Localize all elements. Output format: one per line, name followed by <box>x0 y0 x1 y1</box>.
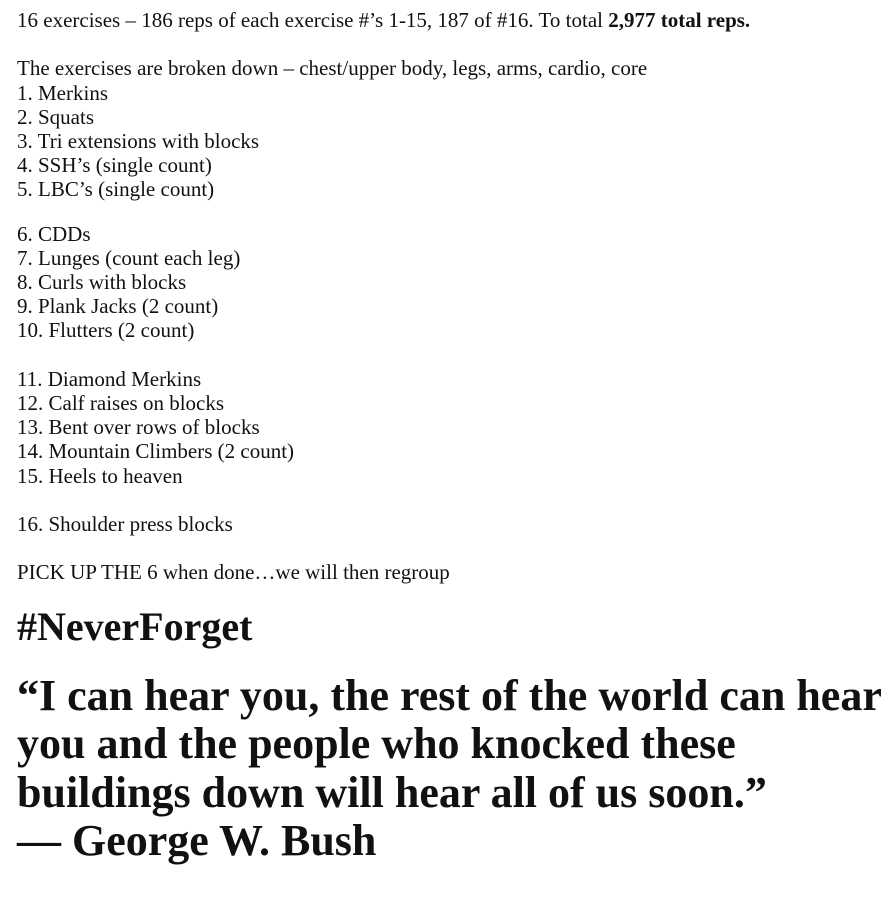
list-item: 15. Heels to heaven <box>17 463 183 488</box>
reps-summary <box>17 8 887 32</box>
spacer <box>17 343 887 367</box>
exercise-group-4 <box>17 512 887 536</box>
list-item: 6. CDDs <box>17 221 91 246</box>
spacer <box>17 32 887 56</box>
total-reps: 2,977 total reps. <box>608 8 751 32</box>
list-item: 7. Lunges (count each leg) <box>17 245 241 270</box>
list-item: 11. Diamond Merkins <box>17 366 202 391</box>
list-item: 1. Merkins <box>17 80 108 105</box>
exercise-group-3 <box>17 367 887 488</box>
spacer <box>17 488 887 512</box>
closing-instruction: PICK UP THE 6 when done…we will then regroup <box>17 560 450 585</box>
list-item: 12. Calf raises on blocks <box>17 391 225 416</box>
reps-summary-text: 16 exercises – 186 reps of each exercise #’s 1-15, 187 of #16. To total <box>17 8 609 32</box>
quote-block <box>17 672 887 866</box>
document-page <box>17 8 887 866</box>
list-item: 4. SSH’s (single count) <box>17 153 212 178</box>
list-item: 3. Tri extensions with blocks <box>17 129 260 153</box>
exercise-group-2 <box>17 222 887 343</box>
quote-text: “I can hear you, the rest of the world can hear you and the people who knocked these buildings down will hear all of us soon.” <box>17 670 882 817</box>
list-item: 10. Flutters (2 count) <box>17 318 195 343</box>
spacer <box>17 536 887 560</box>
hashtag-heading: #NeverForget <box>17 603 253 649</box>
list-item: 9. Plank Jacks (2 count) <box>17 294 219 319</box>
exercise-group-1 <box>17 81 887 202</box>
list-item: 16. Shoulder press blocks <box>17 512 233 537</box>
list-item: 8. Curls with blocks <box>17 270 187 295</box>
quote-attribution: — George W. Bush <box>17 816 377 866</box>
list-item: 13. Bent over rows of blocks <box>17 415 260 440</box>
spacer <box>17 202 887 222</box>
breakdown-intro: The exercises are broken down – chest/upper body, legs, arms, cardio, core <box>17 56 648 81</box>
list-item: 14. Mountain Climbers (2 count) <box>17 439 295 464</box>
list-item: 2. Squats <box>17 104 95 129</box>
list-item: 5. LBC’s (single count) <box>17 177 215 202</box>
